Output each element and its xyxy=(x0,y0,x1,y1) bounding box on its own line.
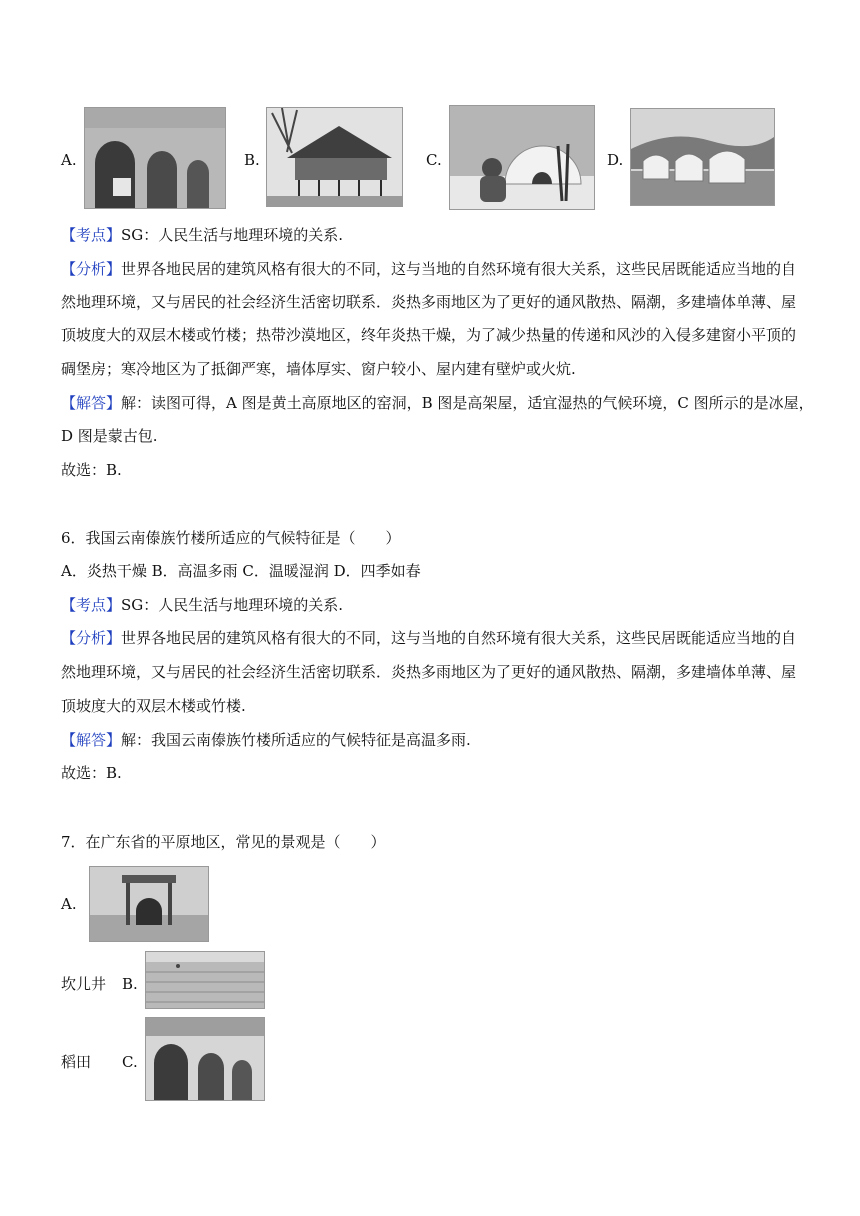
q7-question: 7．在广东省的平原地区，常见的景观是（ ） xyxy=(61,833,386,851)
kaodian-text: SG：人民生活与地理环境的关系. xyxy=(121,226,344,244)
q5-option-c-label: C. xyxy=(426,151,442,169)
q5-jieda-line-2: D 图是蒙古包. xyxy=(61,427,158,445)
q5-kaodian xyxy=(61,225,343,245)
q7-caption-a: 坎儿井 xyxy=(61,975,107,993)
q6-kaodian xyxy=(61,595,343,615)
fenxi-text: 世界各地民居的建筑风格有很大的不同，这与当地的自然环境有很大关系，这些民居既能适应当地的自 xyxy=(121,260,797,278)
fenxi-tag: 【分析】 xyxy=(61,629,122,647)
kaodian-tag: 【考点】 xyxy=(61,596,122,614)
q5-option-b-label: B. xyxy=(244,151,260,169)
kaodian-text: SG：人民生活与地理环境的关系. xyxy=(121,596,344,614)
q5-jieda-line-1 xyxy=(61,393,814,413)
karez-image-icon xyxy=(90,867,208,941)
q6-options: A．炎热干燥 B．高温多雨 C．温暖湿润 D．四季如春 xyxy=(61,562,421,580)
q7-caption-b: 稻田 xyxy=(61,1053,92,1071)
q7-photo-rice-field xyxy=(145,951,265,1009)
q7-option-c-label: C. xyxy=(122,1053,138,1071)
q5-photo-igloo xyxy=(449,105,595,210)
q5-option-a-label: A. xyxy=(61,151,77,169)
cave-dwelling-image-icon xyxy=(146,1018,264,1100)
q6-question: 6．我国云南傣族竹楼所适应的气候特征是（ ） xyxy=(61,529,401,547)
jieda-tag: 【解答】 xyxy=(61,394,122,412)
q6-jieda xyxy=(61,730,471,750)
kaodian-tag: 【考点】 xyxy=(61,226,122,244)
q5-photo-cave-dwelling xyxy=(84,107,226,209)
stilt-house-image-icon xyxy=(267,108,402,206)
q7-option-b-label: B. xyxy=(122,975,138,993)
q7-option-a-label: A. xyxy=(61,895,77,913)
fenxi-tag: 【分析】 xyxy=(61,260,122,278)
q7-photo-karez xyxy=(89,866,209,942)
q5-fenxi-line-2: 然地理环境，又与居民的社会经济生活密切联系．炎热多雨地区为了更好的通风散热、隔潮，多建墙体单薄、屋 xyxy=(61,293,797,311)
q7-photo-cave-dwelling xyxy=(145,1017,265,1101)
q6-fenxi-line-1 xyxy=(61,628,796,648)
q5-photo-yurt xyxy=(630,108,775,206)
yurt-image-icon xyxy=(631,109,774,205)
q6-fenxi-line-3: 顶坡度大的双层木楼或竹楼. xyxy=(61,697,246,715)
igloo-image-icon xyxy=(450,106,594,209)
jieda-text: 解：读图可得，A 图是黄土高原地区的窑洞，B 图是高架屋，适宜湿热的气候环境，C 图所示的是冰屋， xyxy=(121,394,814,412)
q5-fenxi-line-3: 顶坡度大的双层木楼或竹楼；热带沙漠地区，终年炎热干燥，为了减少热量的传递和风沙的入侵多建窗小平顶的 xyxy=(61,326,797,344)
jieda-tag: 【解答】 xyxy=(61,731,122,749)
q6-fenxi-line-2: 然地理环境，又与居民的社会经济生活密切联系．炎热多雨地区为了更好的通风散热、隔潮，多建墙体单薄、屋 xyxy=(61,663,797,681)
q6-answer: 故选：B. xyxy=(61,764,122,782)
cave-dwelling-image-icon xyxy=(85,108,225,208)
q5-option-d-label: D. xyxy=(607,151,624,169)
fenxi-text: 世界各地民居的建筑风格有很大的不同，这与当地的自然环境有很大关系，这些民居既能适应当地的自 xyxy=(121,629,797,647)
q5-answer: 故选：B. xyxy=(61,461,122,479)
rice-field-image-icon xyxy=(146,952,264,1008)
jieda-text: 解：我国云南傣族竹楼所适应的气候特征是高温多雨. xyxy=(121,731,471,749)
q5-fenxi-line-4: 碉堡房；寒冷地区为了抵御严寒，墙体厚实、窗户较小、屋内建有壁炉或火炕. xyxy=(61,360,576,378)
q5-fenxi-line-1 xyxy=(61,259,796,279)
q5-photo-stilt-house xyxy=(266,107,403,207)
